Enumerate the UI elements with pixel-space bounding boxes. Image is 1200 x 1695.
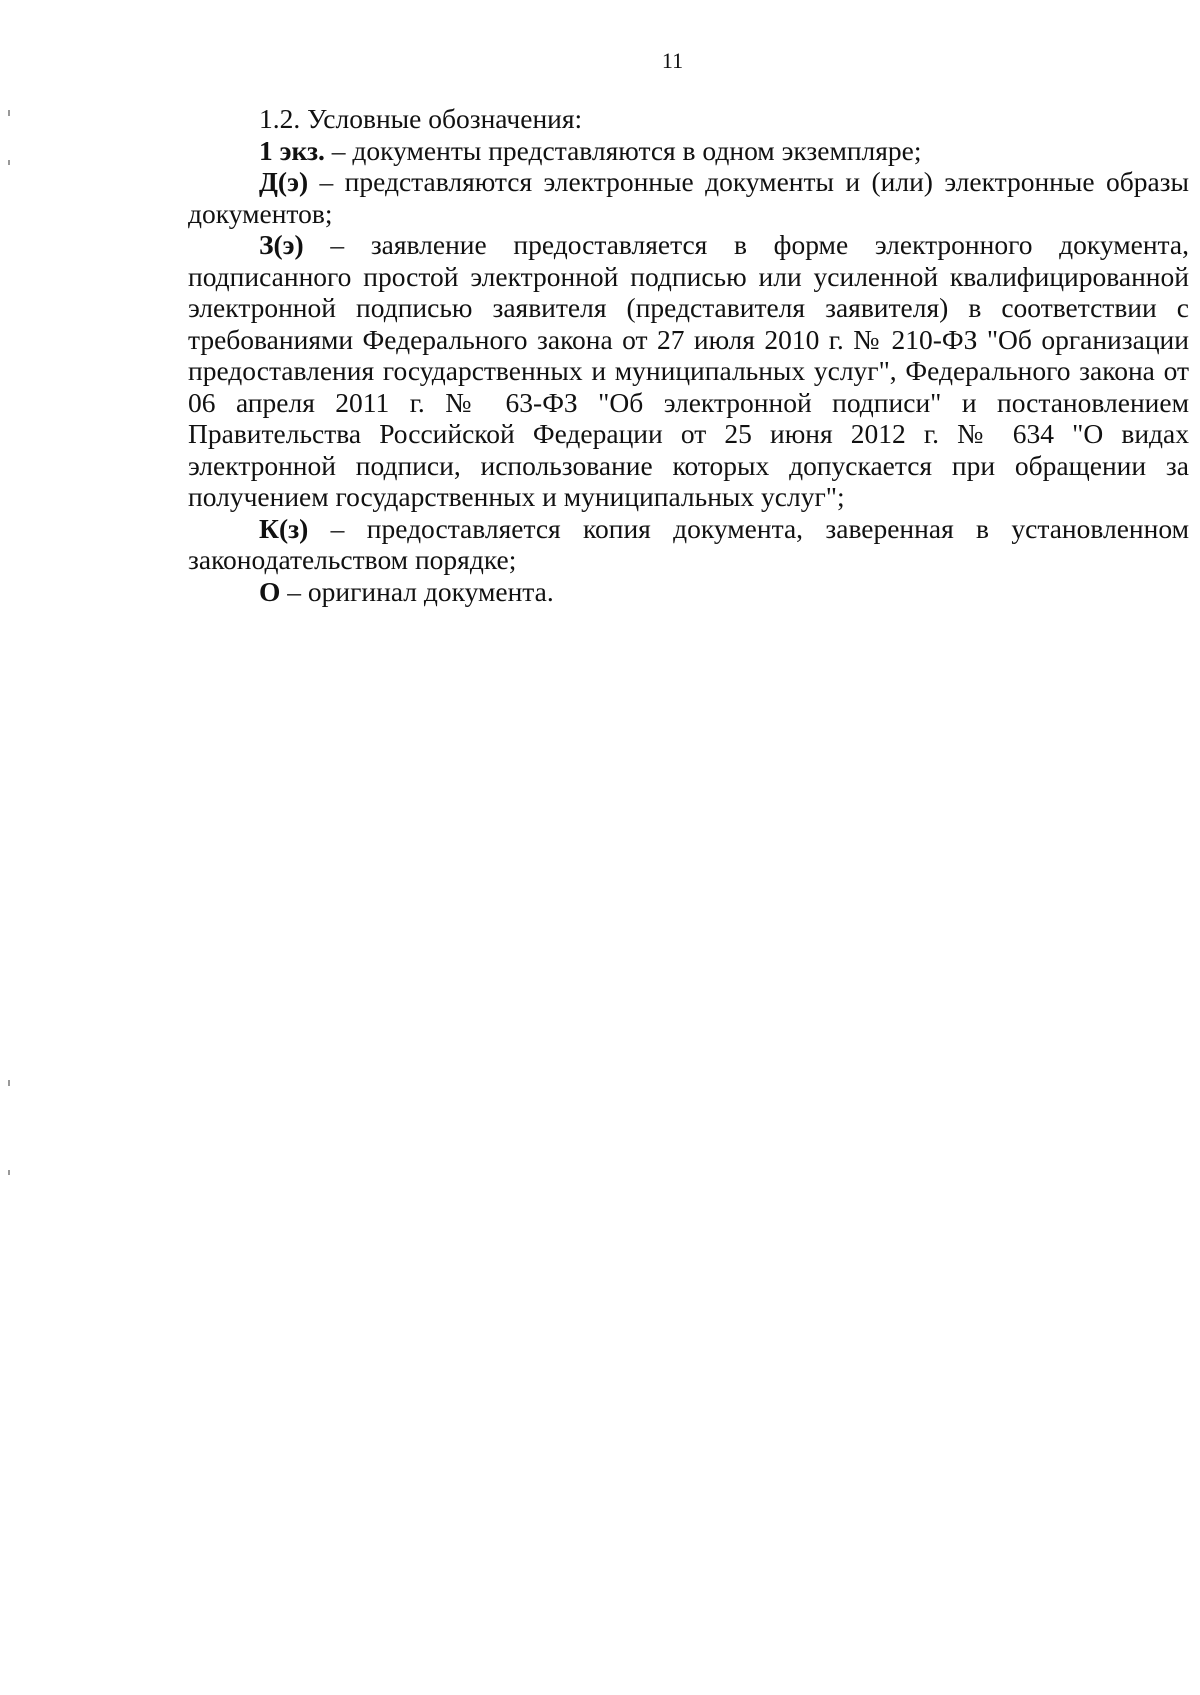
definition-text: – предоставляется копия документа, заверенная в установленном законодательством порядке; <box>188 512 1189 575</box>
definition-item <box>188 135 1189 167</box>
scan-artifact <box>8 110 10 116</box>
definition-text: – заявление предоставляется в форме электронного документа, подписанного простой электронной подписью или усиленной квалифицированной электронной подписью заявителя (представителя заявителя) в соответствии с требованиями Федерального закона от 27 июля 2010 г. № 210-ФЗ "Об организации предоставления государственных и муниципальных услуг", Федерального закона от 06 апреля 2011 г. № 63-ФЗ "Об электронной подписи" и постановлением Правительства Российской Федерации от 25 июня 2012 г. № 634 "О видах электронной подписи, использование которых допускается при обращении за получением государственных и муниципальных услуг"; <box>188 229 1189 512</box>
definition-term: К(з) <box>259 512 309 544</box>
definition-term: Д(э) <box>259 166 309 197</box>
definition-item <box>188 576 1189 608</box>
definition-text: – документы представляются в одном экземпляре; <box>324 134 922 166</box>
scan-artifact <box>8 1080 10 1086</box>
page-number: 11 <box>661 48 684 73</box>
definition-term: 1 экз. <box>259 134 325 166</box>
definition-text: – представляются электронные документы и (или) электронные образы документов; <box>188 166 1189 229</box>
definition-term: О <box>259 575 281 607</box>
definition-item <box>188 513 1189 576</box>
definition-item <box>188 166 1189 229</box>
scan-artifact <box>8 1170 10 1175</box>
definition-term: З(э) <box>259 229 304 260</box>
section-heading: 1.2. Условные обозначения: <box>259 103 583 134</box>
definition-item <box>188 229 1189 513</box>
document-body <box>188 103 1189 607</box>
definition-text: – оригинал документа. <box>280 575 554 607</box>
scan-artifact <box>8 160 10 165</box>
